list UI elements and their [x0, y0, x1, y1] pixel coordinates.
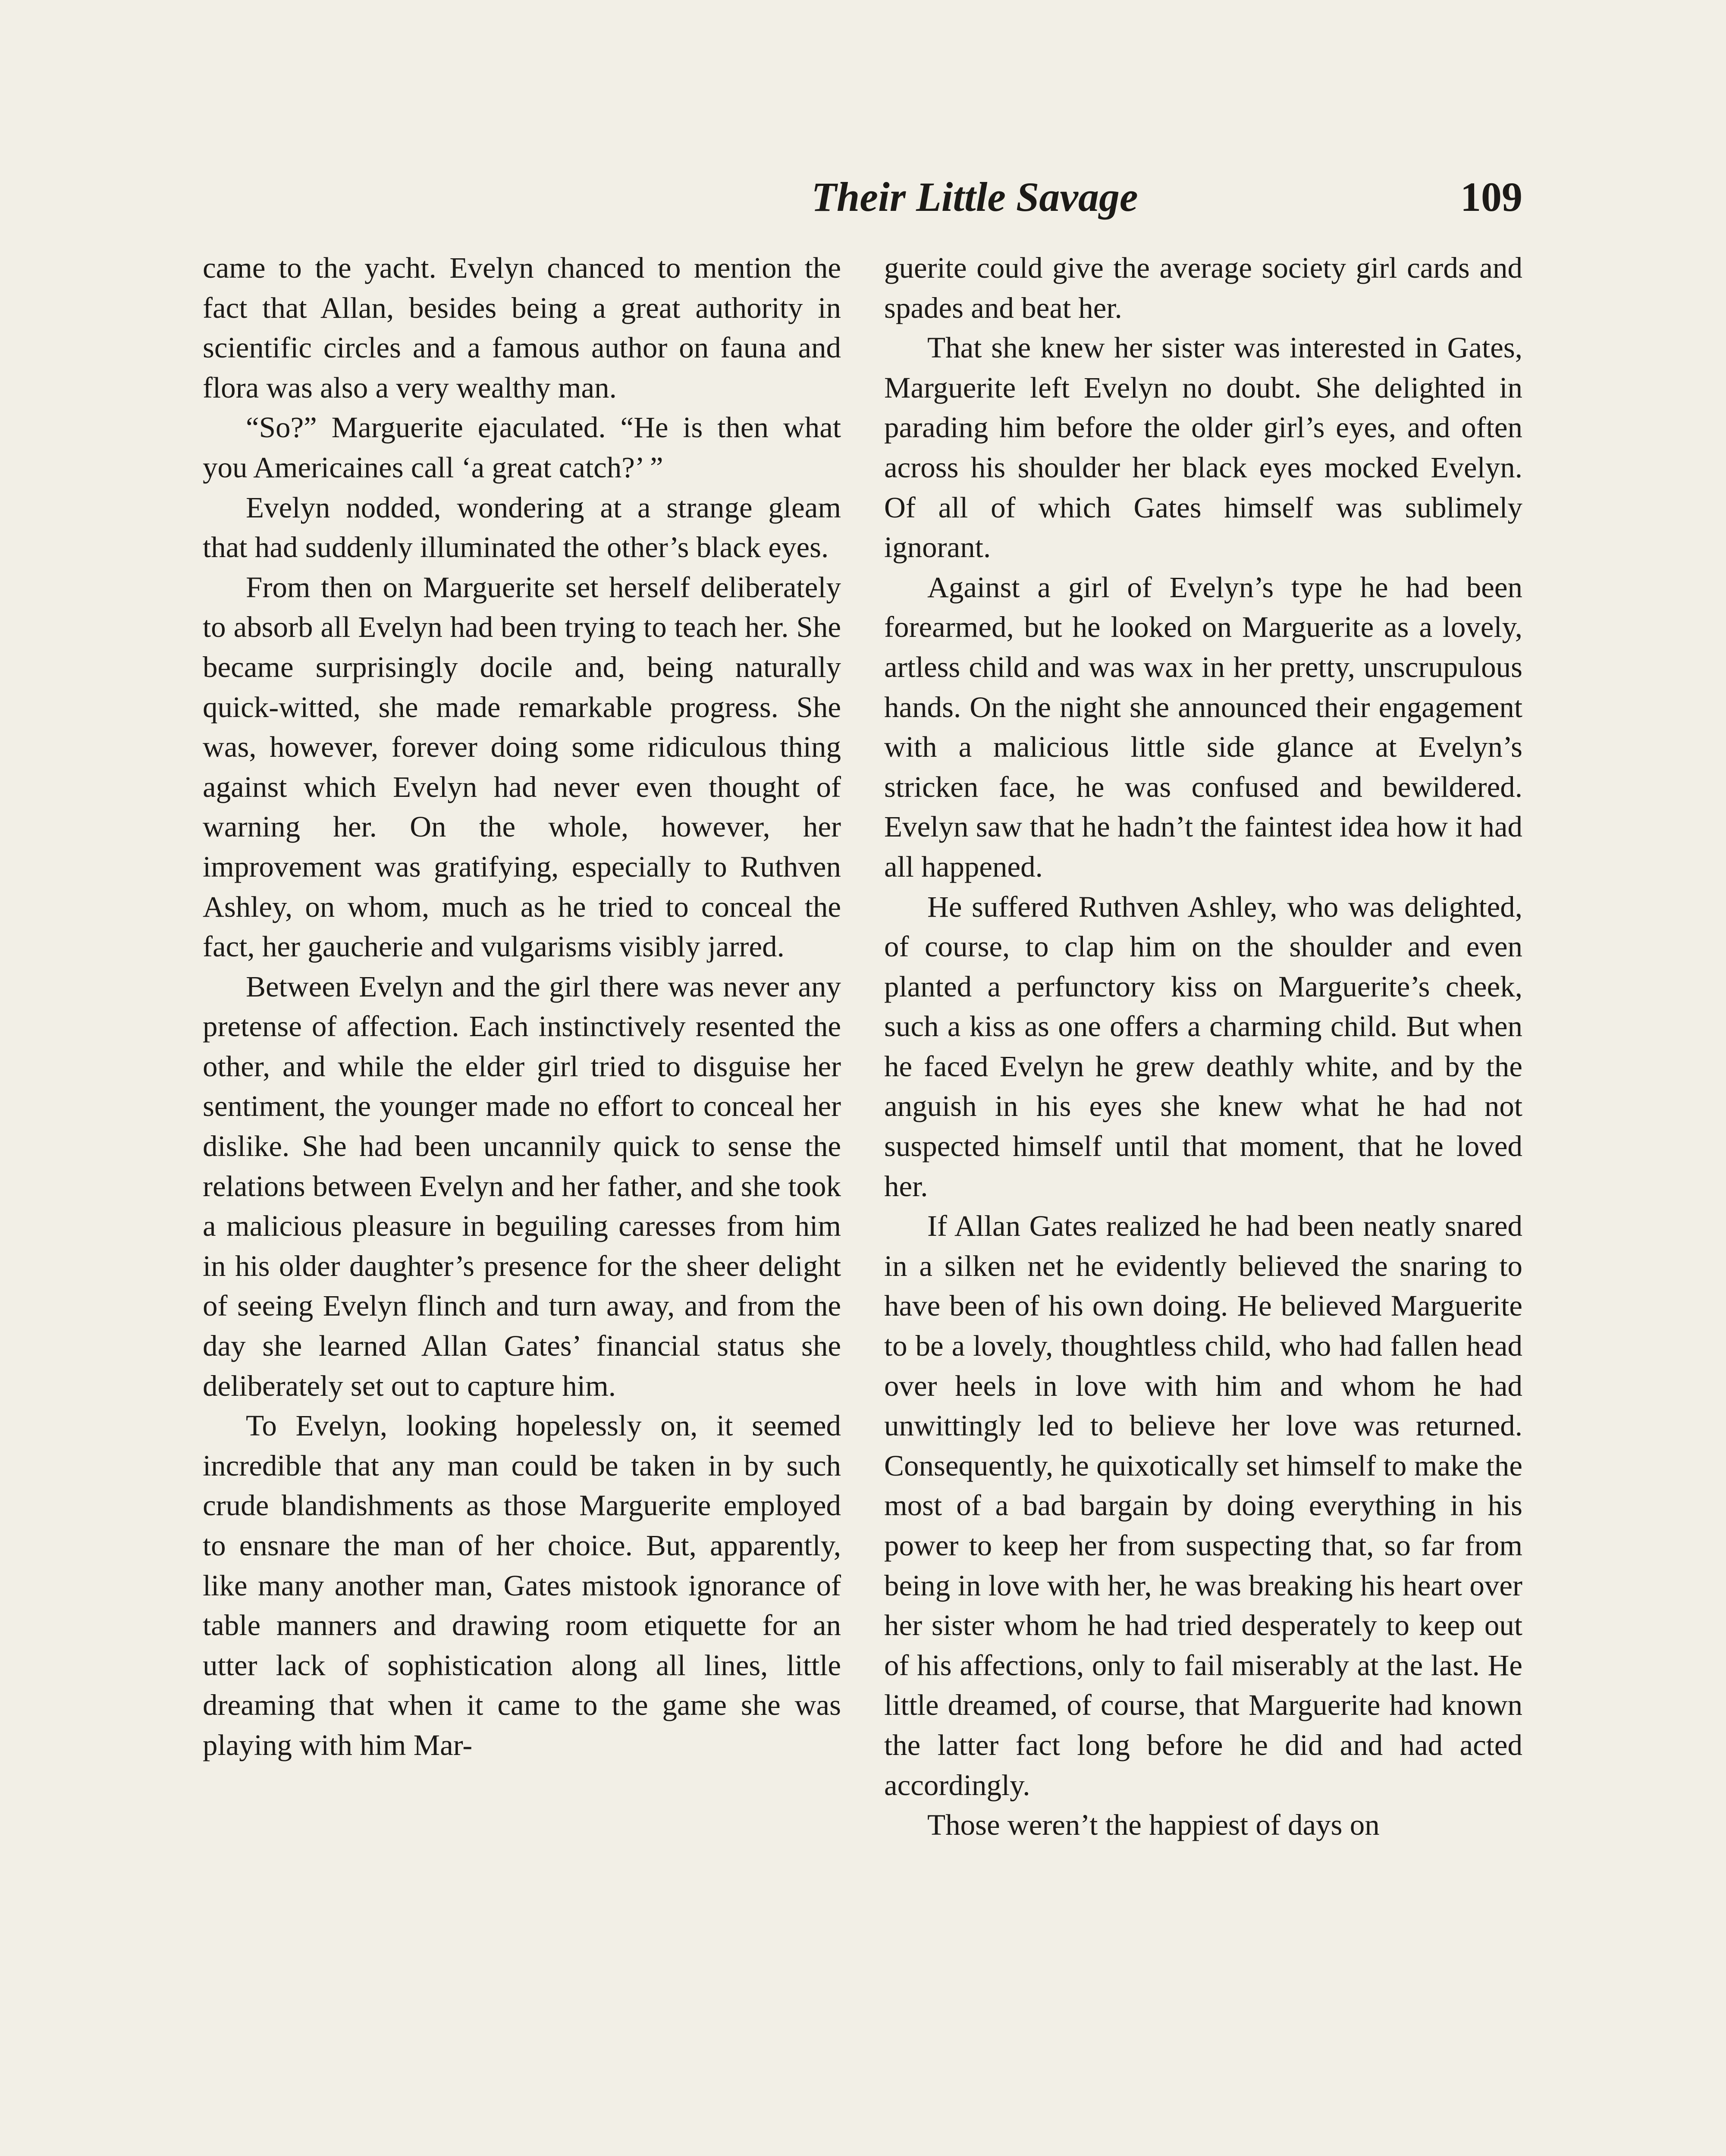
- running-title: Their Little Savage: [811, 174, 1138, 220]
- page-header: [203, 169, 1522, 225]
- right-column: [884, 248, 1522, 1845]
- paragraph: came to the yacht. Evelyn chanced to mention the fact that Allan, besides being a great authority in scientific circles and a famous author on fauna and flora was also a very wealthy man.: [203, 251, 841, 404]
- paragraph: guerite could give the average society girl cards and spades and beat her.: [884, 251, 1522, 324]
- page-number: 109: [1460, 174, 1522, 220]
- paragraph: From then on Marguerite set herself deliberately to absorb all Evelyn had been trying to teach her. She became surprisingly docile and, being naturally quick-witted, she made remarkable progress. She was, however, forever doing some ridiculous thing against which Evelyn had never even thought of warning her. On the whole, however, her improvement was gratifying, especially to Ruthven Ashley, on whom, much as he tried to conceal the fact, her gaucherie and vulgarisms visibly jarred.: [203, 570, 841, 963]
- paragraph: Between Evelyn and the girl there was never any pretense of affection. Each instinctively resented the other, and while the elder girl tried to disguise her sentiment, the younger made no effort to conceal her dislike. She had been uncannily quick to sense the relations between Evelyn and her father, and she took a malicious pleasure in beguiling caresses from him in his older daughter’s presence for the sheer delight of seeing Evelyn flinch and turn away, and from the day she learned Allan Gates’ financial status she deliberately set out to capture him.: [203, 970, 841, 1402]
- paragraph: Evelyn nodded, wondering at a strange gleam that had suddenly illuminated the other’s black eyes.: [203, 491, 841, 564]
- paragraph: “So?” Marguerite ejaculated. “He is then what you Americaines call ‘a great catch?’ ”: [203, 411, 841, 484]
- paragraph: That she knew her sister was interested in Gates, Marguerite left Evelyn no doubt. She delighted in parading him before the older girl’s eyes, and often across his shoulder her black eyes mocked Evelyn. Of all of which Gates himself was sublimely ignorant.: [884, 331, 1522, 564]
- left-column: [203, 248, 841, 1765]
- paragraph: He suffered Ruthven Ashley, who was delighted, of course, to clap him on the shoulder and even planted a perfunctory kiss on Marguerite’s cheek, such a kiss as one offers a charming child. But when he faced Evelyn he grew deathly white, and by the anguish in his eyes she knew what he had not suspected himself until that moment, that he loved her.: [884, 890, 1522, 1203]
- paragraph: If Allan Gates realized he had been neatly snared in a silken net he evidently believed the snaring to have been of his own doing. He believed Marguerite to be a lovely, thoughtless child, who had fallen head over heels in love with him and whom he had unwittingly led to believe her love was returned. Consequently, he quixotically set himself to make the most of a bad bargain by doing everything in his power to keep her from suspecting that, so far from being in love with her, he was breaking his heart over her sister whom he had tried desperately to keep out of his affections, only to fail miserably at the last. He little dreamed, of course, that Marguerite had known the latter fact long before he did and had acted accordingly.: [884, 1210, 1522, 1802]
- paragraph: To Evelyn, looking hopelessly on, it seemed incredible that any man could be taken in by such crude blandishments as those Marguerite employed to ensnare the man of her choice. But, apparently, like many another man, Gates mistook ignorance of table manners and drawing room etiquette for an utter lack of sophistication along all lines, little dreaming that when it came to the game she was playing with him Mar-: [203, 1409, 841, 1761]
- paragraph: Those weren’t the happiest of days on: [927, 1808, 1380, 1842]
- paragraph: Against a girl of Evelyn’s type he had been forearmed, but he looked on Marguerite as a lovely, artless child and was wax in her pretty, unscrupulous hands. On the night she announced their engagement with a malicious little side glance at Evelyn’s stricken face, he was confused and bewildered. Evelyn saw that he hadn’t the faintest idea how it had all happened.: [884, 570, 1522, 883]
